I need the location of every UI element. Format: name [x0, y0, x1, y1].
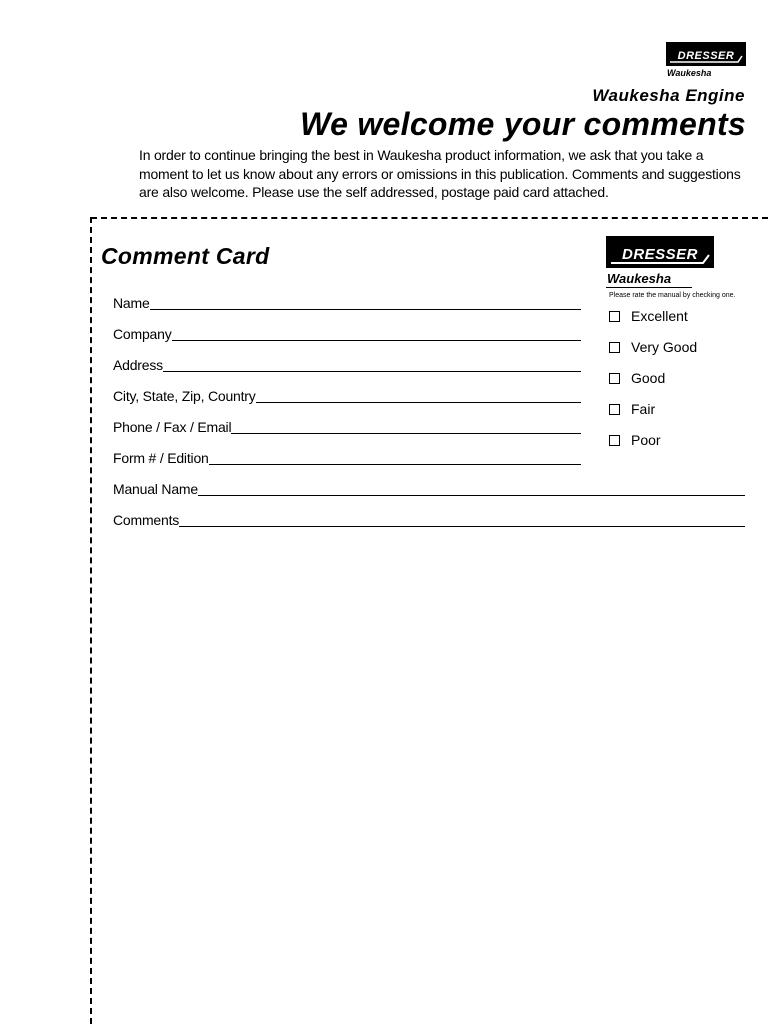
rating-very-good-label: Very Good: [631, 339, 698, 355]
form-edition-label: Form # / Edition: [113, 450, 209, 466]
intro-paragraph: In order to continue bringing the best in Waukesha product information, we ask that you take a moment to let us know about any errors or omissions in this publication. Comments and suggestions are also welcome. Please use the self addressed, postage paid card attached.: [139, 147, 741, 200]
name-field[interactable]: [113, 293, 581, 311]
rating-very-good-checkbox[interactable]: [609, 342, 620, 353]
address-field[interactable]: [113, 355, 581, 373]
city-state-zip-input-line[interactable]: [256, 402, 581, 403]
rating-very-good[interactable]: [609, 339, 697, 355]
comments-field[interactable]: [113, 510, 745, 528]
cut-line-vertical: [90, 217, 92, 1024]
form-edition-input-line[interactable]: [209, 464, 581, 465]
company-field[interactable]: [113, 324, 581, 342]
dresser-logo-sub: Waukesha: [667, 68, 712, 78]
phone-fax-email-field[interactable]: [113, 417, 581, 435]
name-label: Name: [113, 295, 150, 311]
phone-fax-email-label: Phone / Fax / Email: [113, 419, 232, 435]
rating-fair-label: Fair: [631, 401, 656, 417]
rating-fair[interactable]: [609, 401, 655, 417]
cut-line-horizontal: [91, 217, 768, 219]
manual-name-field[interactable]: [113, 479, 745, 497]
form-edition-field[interactable]: [113, 448, 581, 466]
comments-input-line[interactable]: [179, 526, 745, 527]
rating-fair-checkbox[interactable]: [609, 404, 620, 415]
card-logo-rule: [606, 287, 692, 288]
rating-good[interactable]: [609, 370, 665, 386]
address-label: Address: [113, 357, 163, 373]
dresser-logo-badge: [666, 42, 746, 66]
company-label: Company: [113, 326, 172, 342]
address-input-line[interactable]: [163, 371, 581, 372]
phone-fax-email-input-line[interactable]: [231, 433, 581, 434]
rating-excellent[interactable]: [609, 308, 688, 324]
rating-good-label: Good: [631, 370, 666, 386]
page-title: We welcome your comments: [300, 106, 746, 142]
card-dresser-logo: [606, 236, 714, 288]
rating-excellent-label: Excellent: [631, 308, 688, 324]
rating-instruction: Please rate the manual by checking one.: [609, 292, 736, 299]
comments-label: Comments: [113, 512, 180, 528]
rating-good-checkbox[interactable]: [609, 373, 620, 384]
rating-poor-label: Poor: [631, 432, 661, 448]
card-logo-word: DRESSER: [621, 245, 699, 263]
card-title: Comment Card: [101, 243, 270, 269]
rating-excellent-checkbox[interactable]: [609, 311, 620, 322]
brand-name: Waukesha Engine: [592, 86, 745, 105]
name-input-line[interactable]: [150, 309, 581, 310]
company-input-line[interactable]: [172, 340, 581, 341]
rating-poor[interactable]: [609, 432, 661, 448]
manual-name-input-line[interactable]: [198, 495, 745, 496]
dresser-logo: [666, 42, 746, 78]
rating-poor-checkbox[interactable]: [609, 435, 620, 446]
city-state-zip-label: City, State, Zip, Country: [113, 388, 256, 404]
manual-name-label: Manual Name: [113, 481, 198, 497]
city-state-zip-field[interactable]: [113, 386, 581, 404]
card-logo-sub: Waukesha: [607, 271, 672, 286]
card-logo-badge: [606, 236, 714, 268]
dresser-logo-word: DRESSER: [677, 50, 735, 62]
